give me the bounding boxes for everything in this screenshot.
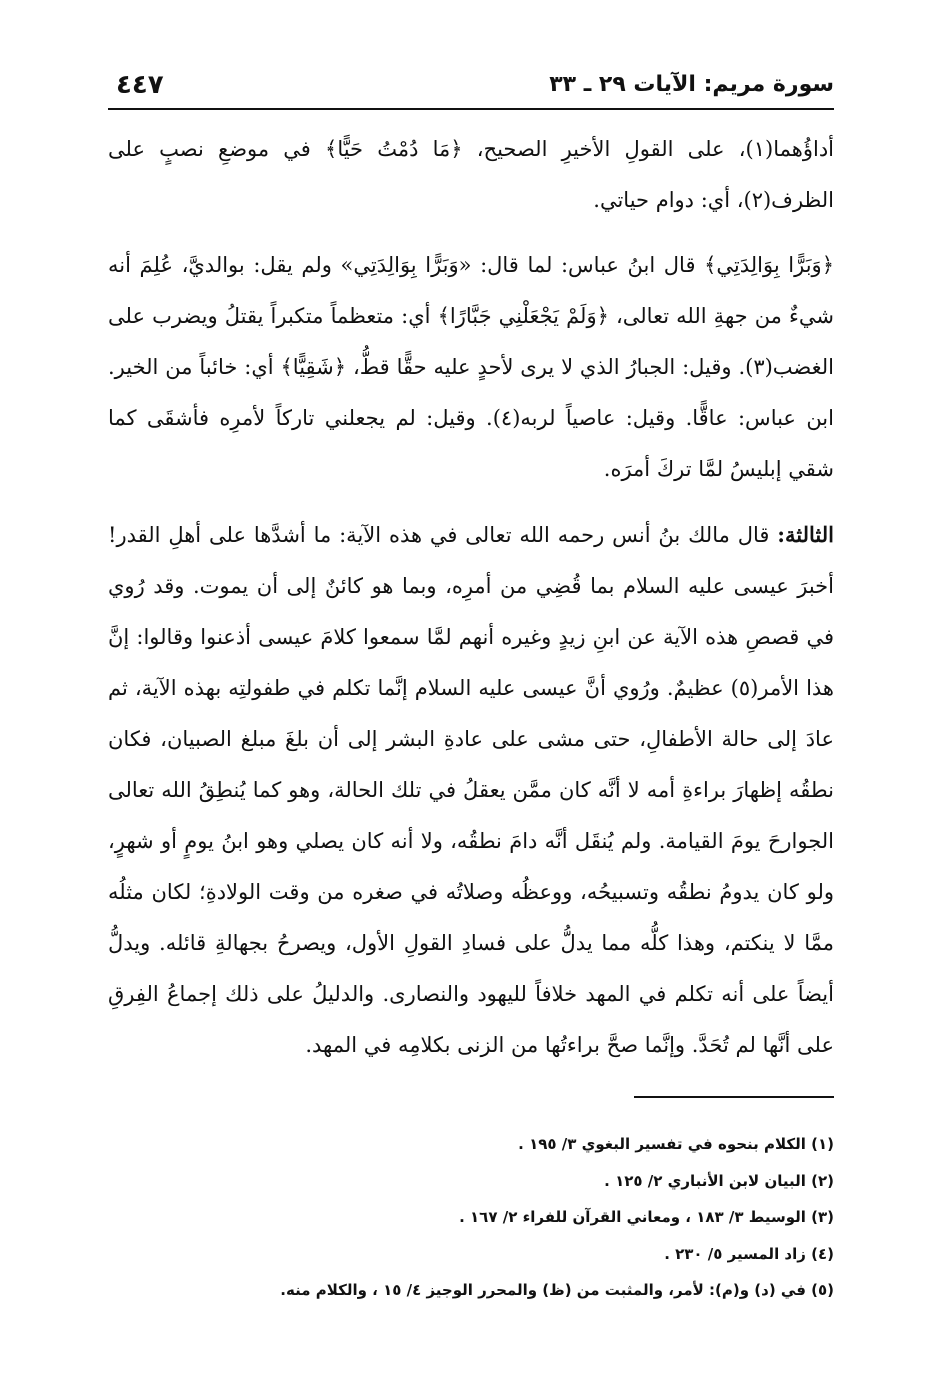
paragraph [108, 124, 834, 226]
page-number: ٤٤٧ [116, 70, 164, 100]
footnotes [108, 1126, 834, 1309]
section-heading: الثالثة: [777, 522, 834, 547]
footnote: (١) الكلام بنحوه في تفسير البغوي ٣/ ١٩٥ . [518, 1135, 834, 1153]
book-page [108, 60, 835, 1299]
paragraph [108, 240, 834, 495]
paragraph [108, 509, 834, 1071]
footnote: (٥) في (د) و(م): لأمر، والمثبت من (ظ) والمحرر الوجيز ٤/ ١٥ ، والكلام منه. [280, 1281, 834, 1299]
paragraph-text: أداؤُهما(١)، على القولِ الأخيرِ الصحيح، ﴿مَا دُمْتُ حَيًّا﴾ في موضعِ نصبٍ على الظرف(٢)، أي: دوام حياتي. [108, 137, 834, 212]
paragraph-text: ﴿وَبَرًّا بِوَالِدَتِي﴾ قال ابنُ عباس: لما قال: «وَبَرًّا بِوَالِدَتِي» ولم يقل: بوالديَّ، عُلِمَ أنه شيءٌ من جهةِ الله تعالى، ﴿وَلَمْ يَجْعَلْنِي جَبَّارًا﴾ أي: متعظماً متكبراً يقتلُ ويضرب على الغضب(٣). وقيل: الجبارُ الذي لا يرى لأحدٍ عليه حقًّا قطُّ، ﴿شَقِيًّا﴾ أي: خائباً من الخير. ابن عباس: عاقًّا. وقيل: عاصياً لربه(٤). وقيل: لم يجعلني تاركاً لأمرِه فأشقَى كما شقي إبليسُ لمَّا تركَ أمرَه. [108, 253, 835, 481]
footnote: (٢) البيان لابن الأنباري ٢/ ١٢٥ . [604, 1171, 834, 1190]
footnote: (٣) الوسيط ٣/ ١٨٣ ، ومعاني القرآن للفراء ٢/ ١٦٧ . [459, 1208, 834, 1226]
main-text [108, 124, 834, 1071]
footnote-separator [634, 1096, 834, 1098]
page-header [108, 60, 834, 110]
paragraph-text: قال مالك بنُ أنس رحمه الله تعالى في هذه الآية: ما أشدَّها على أهلِ القدر! أخبرَ عيسى عليه السلام بما قُضِي من أمرِه، وبما هو كائنٌ إلى أن يموت. وقد رُوي في قصصِ هذه الآية عن ابنِ زيدٍ وغيره أنهم لمَّا سمعوا كلامَ عيسى أذعنوا وقالوا: إنَّ هذا الأمر(٥) عظيمٌ. ورُوي أنَّ عيسى عليه السلام إنَّما تكلم في طفولتِه بهذه الآية، ثم عادَ إلى حالة الأطفالِ، حتى مشى على عادةِ البشر إلى أن بلغَ مبلغ الصبيان، فكان نطقُه إظهارَ براءةِ أمه لا أنَّه كان ممَّن يعقلُ في تلك الحالة، وهو كما يُنطِقُ الله تعالى الجوارحَ يومَ القيامة. ولم يُنقَل أنَّه دامَ نطقُه، ولا أنه كان يصلي وهو ابنُ يومٍ أو شهرٍ، ولو كان يدومُ نطقُه وتسبيحُه، ووعظُه وصلاتُه في صغره من وقت الولادةِ؛ لكان مثلُه ممَّا لا ينكتم، وهذا كلُّه مما يدلُّ على فسادِ القولِ الأول، ويصرحُ بجهالةِ قائله. ويدلُّ أيضاً على أنه تكلم في المهد خلافاً لليهود والنصارى. والدليلُ على ذلك إجماعُ الفِرقِ على أنَّها لم تُحَدَّ. وإنَّما صحَّ براءتُها من الزنى بكلامِه في المهد. [108, 523, 835, 1057]
footnote: (٤) زاد المسير ٥/ ٢٣٠ . [664, 1244, 834, 1263]
running-title: سورة مريم: الآيات ٢٩ ـ ٣٣ [549, 72, 834, 97]
